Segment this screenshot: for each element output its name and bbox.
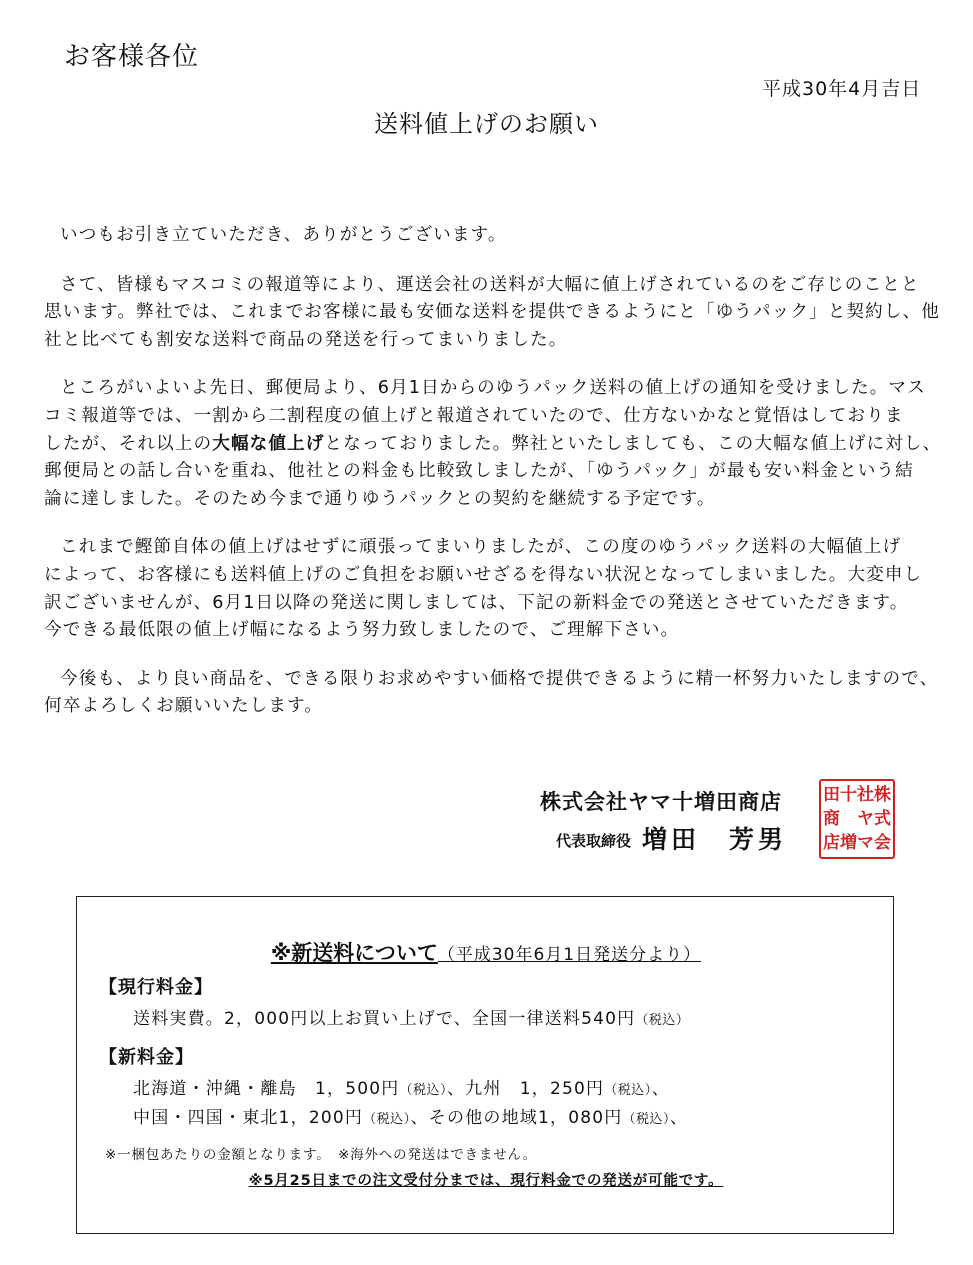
paragraph-line: 郵便局との話し合いを重ね、他社との料金も比較致しましたが、「ゆうパック」が最も安い料金という結 [44, 461, 914, 482]
new-rate-label: 【新料金】 [99, 1047, 194, 1068]
paragraph-line: 今できる最低限の値上げ幅になるよう努力致しましたので、ご理解下さい。 [44, 620, 680, 641]
row-separator: 、 [651, 1079, 670, 1099]
representative-role: 代表取締役 [556, 832, 632, 850]
deadline-note: ※5月25日までの注文受付分までは、現行料金での発送が可能です。 [248, 1173, 724, 1189]
seal-char: マ [857, 832, 874, 853]
seal-char: ヤ [857, 808, 874, 829]
paragraph-line: いつもお引き立ていただき、ありがとうございます。 [60, 225, 507, 245]
new-shipping-notice-box [76, 896, 894, 1234]
paragraph-line: となっておりました。弊社といたしましても、この大幅な値上げに対し、 [324, 433, 942, 454]
company-name: 株式会社ヤマ十増田商店 [540, 789, 782, 814]
seal-char: 増 [840, 832, 857, 853]
seal-char: 式 [874, 808, 891, 829]
seal-char: 株 [874, 784, 891, 805]
paragraph-line: ところがいよいよ先日、郵便局より、6月1日からのゆうパック送料の値上げの通知を受けました。マス [60, 378, 926, 399]
paragraph-price-increase [44, 375, 942, 513]
paragraph-line: 社と比べても割安な送料で商品の発送を行ってまいりました。 [44, 329, 568, 350]
seal-char: 会 [874, 832, 891, 853]
paragraph-request [44, 534, 934, 644]
company-seal-stamp [819, 779, 895, 859]
current-rate-value: 送料実費。2，000円以上お買い上げで、全国一律送料540円 [133, 1009, 636, 1029]
tax-note: （税込） [622, 1112, 670, 1127]
current-rate-text [133, 1004, 689, 1029]
paragraph-line: 思います。弊社では、これまでお客様に最も安価な送料を提供できるようにと「ゆうパック」と契約し、他 [44, 302, 940, 323]
letter-body [44, 222, 942, 742]
representative-name: 増田 芳男 [642, 825, 788, 854]
paragraph-line: 論に達しました。そのため今まで通りゆうパックとの契約を継続する予定です。 [44, 488, 716, 509]
seal-char: 店 [823, 832, 840, 853]
emphasis-large-increase: 大幅な値上げ [212, 433, 325, 454]
paragraph-closing [44, 666, 939, 721]
paragraph-line: したが、それ以上の [44, 433, 213, 454]
seal-char: 十 [840, 784, 857, 805]
paragraph-line: これまで鰹節自体の値上げはせずに頑張ってまいりましたが、この度のゆうパック送料の大幅値上げ [60, 537, 902, 558]
seal-char: 田 [823, 784, 840, 805]
seal-char: 社 [857, 784, 874, 805]
tax-note: （税込） [604, 1083, 652, 1098]
paragraph-line: 訳ございませんが、6月1日以降の発送に関しましては、下記の新料金での発送とさせていただきます。 [44, 592, 909, 613]
tax-note: （税込） [399, 1083, 447, 1098]
paragraph-line: 今後も、より良い商品を、できる限りお求めやすい価格で提供できるように精一杯努力いたしますので、 [60, 668, 939, 689]
rate-hokkaido-okinawa: 北海道・沖縄・離島 1，500円 [133, 1079, 400, 1099]
rate-kyushu: 、九州 1，250円 [446, 1079, 605, 1099]
paragraph-background [44, 272, 940, 355]
salutation: お客様各位 [64, 42, 200, 72]
notice-heading [77, 937, 895, 967]
new-rate-row-1 [133, 1074, 670, 1099]
paragraph-line: 何卒よろしくお願いいたします。 [44, 696, 323, 717]
paragraph-greeting [44, 222, 934, 250]
new-rate-row-2 [133, 1103, 688, 1128]
rate-chugoku-shikoku-tohoku: 中国・四国・東北1，200円 [133, 1108, 364, 1128]
notice-footnote: ※一梱包あたりの金額となります。 ※海外への発送はできません。 [105, 1147, 537, 1163]
tax-note: （税込） [363, 1112, 411, 1127]
paragraph-line: コミ報道等では、一割から二割程度の値上げと報道されていたので、仕方ないかなと覚悟はしておりま [44, 405, 904, 426]
letter-title: 送料値上げのお願い [374, 110, 599, 138]
tax-note: （税込） [635, 1013, 690, 1028]
rate-other-regions: 、その他の地域1，080円 [410, 1108, 623, 1128]
seal-char: 商 [823, 808, 840, 829]
notice-heading-main: ※新送料について [270, 941, 438, 965]
letter-date: 平成30年4月吉日 [762, 78, 922, 100]
paragraph-line: さて、皆様もマスコミの報道等により、運送会社の送料が大幅に値上げされているのをご存じのことと [60, 274, 920, 295]
row-separator: 、 [669, 1108, 689, 1128]
current-rate-label: 【現行料金】 [99, 977, 213, 998]
paragraph-line: によって、お客様にも送料値上げのご負担をお願いせざるを得ない状況となってしまいました。大変申し [44, 564, 923, 585]
notice-heading-sub: （平成30年6月1日発送分より） [437, 945, 702, 965]
